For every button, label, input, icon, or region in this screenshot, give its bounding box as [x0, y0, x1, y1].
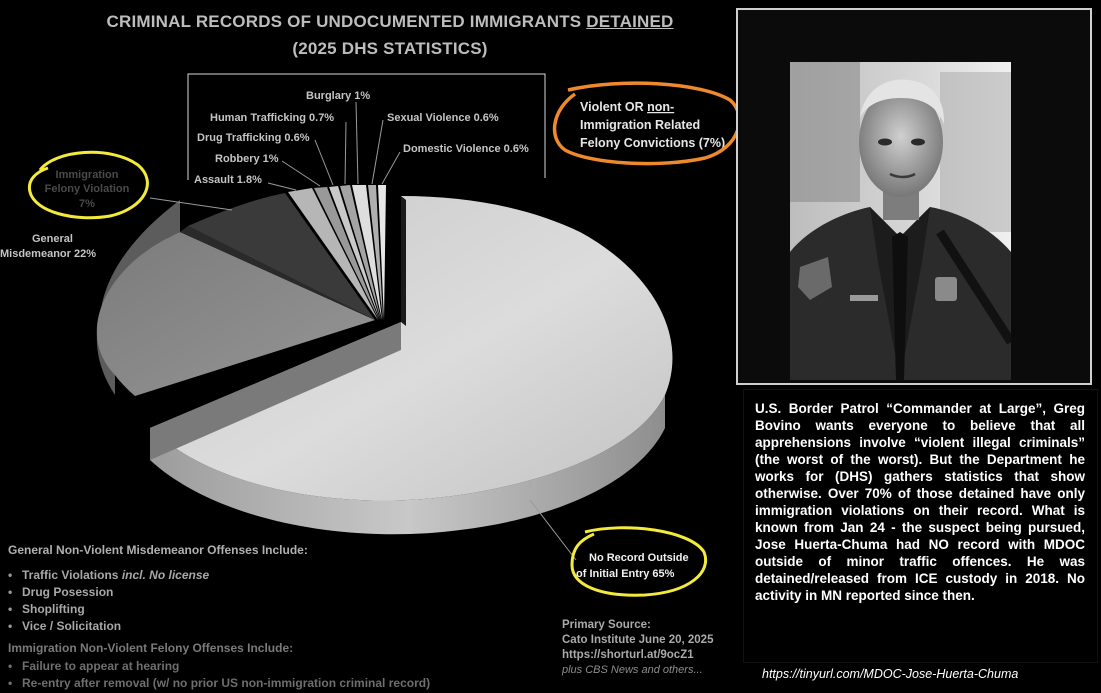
caption-link[interactable]: https://tinyurl.com/MDOC-Jose-Huerta-Chuma [762, 667, 1019, 681]
violent-group-label-1: Violent OR non- [580, 100, 675, 114]
label-sexual-violence: Sexual Violence 0.6% [387, 112, 499, 124]
misdemeanor-list [8, 568, 478, 633]
label-immigration-felony-3: 7% [79, 198, 95, 210]
source-line-4: plus CBS News and others... [562, 664, 703, 676]
leader-line-human [345, 122, 346, 184]
list-item: • Shoplifting [22, 602, 478, 616]
label-human-trafficking: Human Trafficking 0.7% [210, 112, 335, 124]
list-item-traffic: • Traffic Violations incl. No license [22, 568, 478, 582]
misdemeanor-heading: General Non-Violent Misdemeanor Offenses Include: [8, 543, 308, 557]
source-block [562, 618, 762, 678]
officer-photo-illustration [790, 62, 1011, 380]
caption-box [743, 389, 1098, 663]
label-general-misdemeanor-1: General [32, 233, 73, 245]
caption-text: U.S. Border Patrol “Commander at Large”, Greg Bovino wants everyone to believe that all apprehensions involve “violent illegal criminals” (the worst of the worst). But the Department he works for (DHS) gathers statistics that show otherwise. Over 70% of those detained have only immigration violations on their record. What is known from Jan 24 - the suspect being pursued, Jose Huerta-Chuma had NO record with MDOC outside of minor traffic offences. He was detained/released from ICE custody in 2018. No activity in MN reported since then. [755, 401, 1085, 603]
officer-photo [790, 62, 1011, 380]
label-no-record-2: of Initial Entry 65% [576, 568, 675, 580]
leader-line-sexual [372, 120, 383, 184]
label-assault: Assault 1.8% [194, 174, 262, 186]
list-item: • Vice / Solicitation [22, 619, 478, 633]
leader-line-assault [268, 183, 296, 190]
label-immigration-felony-2: Felony Violation [44, 183, 130, 195]
slice-no-record-inner-wall [401, 196, 406, 326]
leader-line-robbery [282, 161, 320, 186]
label-burglary: Burglary 1% [306, 90, 371, 102]
felony-list [8, 659, 478, 690]
title-line-2: (2025 DHS STATISTICS) [292, 39, 488, 58]
leader-line-immigration [150, 198, 232, 210]
list-item: • Drug Posession [22, 585, 478, 599]
label-immigration-felony-1: Immigration [55, 169, 119, 181]
violent-group-label-3: Felony Convictions (7%) [580, 136, 726, 150]
violent-group-label-2: Immigration Related [580, 118, 701, 132]
list-item: • Re-entry after removal (w/ no prior US non-immigration criminal record) [22, 676, 478, 690]
source-line-1: Primary Source: [562, 619, 651, 631]
label-drug-trafficking: Drug Trafficking 0.6% [197, 132, 310, 144]
offense-notes [8, 543, 478, 693]
list-item: • Failure to appear at hearing [22, 659, 478, 673]
label-robbery: Robbery 1% [215, 153, 279, 165]
source-link[interactable]: https://shorturl.at/9ocZ1 [562, 649, 694, 661]
label-domestic-violence: Domestic Violence 0.6% [403, 143, 529, 155]
label-no-record-1: No Record Outside [589, 552, 689, 564]
source-line-2: Cato Institute June 20, 2025 [562, 634, 714, 646]
leader-line-drug [315, 140, 333, 185]
leader-line-domestic [382, 152, 400, 184]
label-general-misdemeanor-2: Misdemeanor 22% [0, 248, 96, 260]
leader-line-burglary [356, 102, 358, 184]
felony-heading: Immigration Non-Violent Felony Offenses Include: [8, 641, 294, 655]
title-line-1: CRIMINAL RECORDS OF UNDOCUMENTED IMMIGRANTS DETAINED [106, 12, 674, 31]
